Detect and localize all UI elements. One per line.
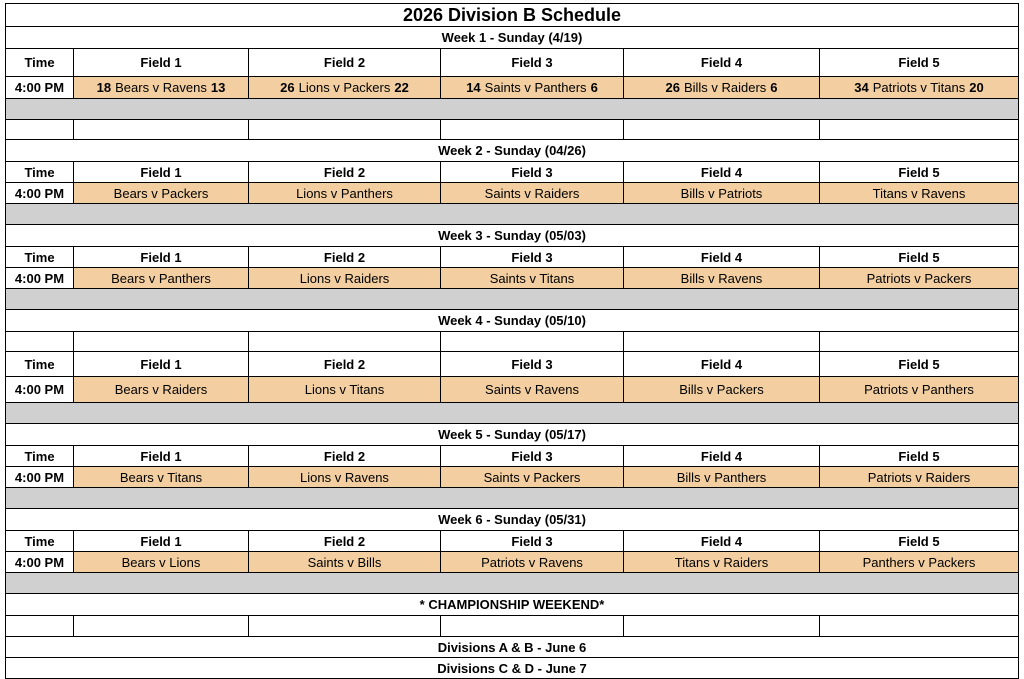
matchup: Saints v Raiders xyxy=(441,183,624,203)
week-1-label: Week 1 - Sunday (4/19) xyxy=(441,30,583,45)
matchup: Bills v Ravens xyxy=(624,268,820,288)
spacer-row xyxy=(5,99,1019,120)
blank-cell xyxy=(6,332,74,351)
week-1-game-row xyxy=(5,77,1019,99)
blank-cell xyxy=(6,616,74,636)
matchup: Bears v Panthers xyxy=(74,268,249,288)
matchup: Bills v Raiders xyxy=(683,80,767,95)
matchup: Bears v Lions xyxy=(74,552,249,572)
championship-row xyxy=(5,594,1019,616)
matchup: Patriots v Raiders xyxy=(820,467,1018,487)
game-time: 4:00 PM xyxy=(6,183,74,203)
field-5-header: Field 5 xyxy=(898,356,940,372)
spacer-row xyxy=(5,573,1019,594)
game-time: 4:00 PM xyxy=(6,467,74,487)
week-6-label: Week 6 - Sunday (05/31) xyxy=(438,512,586,527)
game-cell xyxy=(249,77,441,98)
title-row xyxy=(5,3,1019,27)
field-3-header: Field 3 xyxy=(441,446,624,466)
matchup: Titans v Raiders xyxy=(624,552,820,572)
week-3-label-row xyxy=(5,225,1019,247)
field-5-header: Field 5 xyxy=(898,448,940,464)
matchup: Saints v Panthers xyxy=(484,80,587,95)
week-6-game-row xyxy=(5,552,1019,573)
home-score: 34 xyxy=(854,80,869,95)
week-5-label: Week 5 - Sunday (05/17) xyxy=(438,427,586,442)
week-1-label-row xyxy=(5,27,1019,49)
matchup: Bears v Titans xyxy=(74,467,249,487)
week-4-label-row xyxy=(5,310,1019,332)
matchup: Saints v Packers xyxy=(441,467,624,487)
championship-date-cd: Divisions C & D - June 7 xyxy=(437,660,587,676)
week-4-game-row xyxy=(5,377,1019,403)
matchup: Bears v Raiders xyxy=(74,377,249,402)
blank-cell xyxy=(624,332,820,351)
home-score: 26 xyxy=(665,80,680,95)
home-score: 14 xyxy=(466,80,481,95)
week-6-label-row xyxy=(5,509,1019,531)
field-2-header: Field 2 xyxy=(249,352,441,376)
week-3-label: Week 3 - Sunday (05/03) xyxy=(438,228,586,243)
field-2-header: Field 2 xyxy=(249,49,441,76)
field-4-header: Field 4 xyxy=(624,247,820,267)
matchup: Titans v Ravens xyxy=(820,183,1018,203)
matchup: Bills v Patriots xyxy=(624,183,820,203)
field-1-header: Field 1 xyxy=(74,531,249,551)
matchup: Bears v Packers xyxy=(74,183,249,203)
blank-row xyxy=(5,332,1019,352)
week-4-header-row xyxy=(5,352,1019,377)
field-5-header: Field 5 xyxy=(898,164,940,180)
field-2-header: Field 2 xyxy=(249,247,441,267)
matchup: Patriots v Panthers xyxy=(820,377,1018,402)
field-3-header: Field 3 xyxy=(441,162,624,182)
time-header: Time xyxy=(6,49,74,76)
matchup: Saints v Bills xyxy=(249,552,441,572)
field-1-header: Field 1 xyxy=(74,49,249,76)
home-score: 26 xyxy=(280,80,295,95)
week-2-label: Week 2 - Sunday (04/26) xyxy=(438,143,586,158)
blank-cell xyxy=(441,616,624,636)
matchup: Lions v Titans xyxy=(249,377,441,402)
championship-date-ab: Divisions A & B - June 6 xyxy=(437,639,587,655)
week-5-header-row xyxy=(5,446,1019,467)
matchup: Bills v Panthers xyxy=(624,467,820,487)
blank-cell xyxy=(820,616,1018,636)
game-time: 4:00 PM xyxy=(6,77,74,98)
game-time: 4:00 PM xyxy=(6,552,74,572)
away-score: 20 xyxy=(969,80,984,95)
week-2-header-row xyxy=(5,162,1019,183)
game-time: 4:00 PM xyxy=(6,377,74,402)
field-4-header: Field 4 xyxy=(624,49,820,76)
week-2-game-row xyxy=(5,183,1019,204)
blank-cell xyxy=(6,120,74,139)
week-2-label-row xyxy=(5,140,1019,162)
matchup: Patriots v Packers xyxy=(820,268,1018,288)
time-header: Time xyxy=(6,446,74,466)
game-cell xyxy=(74,77,249,98)
field-4-header: Field 4 xyxy=(624,446,820,466)
matchup: Bills v Packers xyxy=(624,377,820,402)
away-score: 6 xyxy=(590,80,598,95)
blank-cell xyxy=(249,616,441,636)
schedule-sheet xyxy=(5,3,1019,679)
matchup: Saints v Ravens xyxy=(441,377,624,402)
blank-cell xyxy=(820,120,1018,139)
blank-cell xyxy=(441,332,624,351)
game-cell xyxy=(441,77,624,98)
field-5-header: Field 5 xyxy=(898,533,940,549)
blank-cell xyxy=(249,120,441,139)
blank-cell xyxy=(441,120,624,139)
field-4-header: Field 4 xyxy=(624,352,820,376)
spacer-row xyxy=(5,204,1019,225)
field-1-header: Field 1 xyxy=(74,162,249,182)
blank-cell xyxy=(74,120,249,139)
spacer-row xyxy=(5,488,1019,509)
spacer-row xyxy=(5,403,1019,424)
blank-cell xyxy=(820,332,1018,351)
matchup: Lions v Panthers xyxy=(249,183,441,203)
matchup: Patriots v Titans xyxy=(872,80,966,95)
field-5-header: Field 5 xyxy=(898,249,940,265)
home-score: 18 xyxy=(96,80,112,95)
week-3-game-row xyxy=(5,268,1019,289)
time-header: Time xyxy=(6,352,74,376)
schedule-title: 2026 Division B Schedule xyxy=(402,4,622,25)
blank-row xyxy=(5,616,1019,637)
away-score: 13 xyxy=(210,80,226,95)
field-4-header: Field 4 xyxy=(624,162,820,182)
blank-cell xyxy=(74,616,249,636)
time-header: Time xyxy=(6,162,74,182)
field-2-header: Field 2 xyxy=(249,162,441,182)
championship-date-row xyxy=(5,637,1019,658)
week-1-header-row xyxy=(5,49,1019,77)
week-5-game-row xyxy=(5,467,1019,488)
matchup: Patriots v Ravens xyxy=(441,552,624,572)
field-3-header: Field 3 xyxy=(441,352,624,376)
blank-cell xyxy=(74,332,249,351)
time-header: Time xyxy=(6,247,74,267)
blank-row xyxy=(5,120,1019,140)
week-6-header-row xyxy=(5,531,1019,552)
field-1-header: Field 1 xyxy=(74,247,249,267)
game-cell xyxy=(820,77,1018,98)
field-2-header: Field 2 xyxy=(249,446,441,466)
week-4-label: Week 4 - Sunday (05/10) xyxy=(438,313,586,328)
matchup: Lions v Ravens xyxy=(249,467,441,487)
field-2-header: Field 2 xyxy=(249,531,441,551)
matchup: Bears v Ravens xyxy=(115,80,207,95)
week-3-header-row xyxy=(5,247,1019,268)
field-3-header: Field 3 xyxy=(441,247,624,267)
field-4-header: Field 4 xyxy=(624,531,820,551)
championship-date-row xyxy=(5,658,1019,679)
spacer-row xyxy=(5,289,1019,310)
blank-cell xyxy=(624,616,820,636)
game-cell xyxy=(624,77,820,98)
field-3-header: Field 3 xyxy=(441,531,624,551)
time-header: Time xyxy=(6,531,74,551)
matchup: Lions v Raiders xyxy=(249,268,441,288)
blank-cell xyxy=(624,120,820,139)
week-5-label-row xyxy=(5,424,1019,446)
field-5-header: Field 5 xyxy=(898,55,940,70)
championship-label: * CHAMPIONSHIP WEEKEND* xyxy=(419,597,605,612)
matchup: Panthers v Packers xyxy=(820,552,1018,572)
away-score: 22 xyxy=(394,80,409,95)
matchup: Saints v Titans xyxy=(441,268,624,288)
field-1-header: Field 1 xyxy=(74,446,249,466)
matchup: Lions v Packers xyxy=(298,80,391,95)
game-time: 4:00 PM xyxy=(6,268,74,288)
away-score: 6 xyxy=(770,80,778,95)
blank-cell xyxy=(249,332,441,351)
field-3-header: Field 3 xyxy=(441,49,624,76)
field-1-header: Field 1 xyxy=(74,352,249,376)
